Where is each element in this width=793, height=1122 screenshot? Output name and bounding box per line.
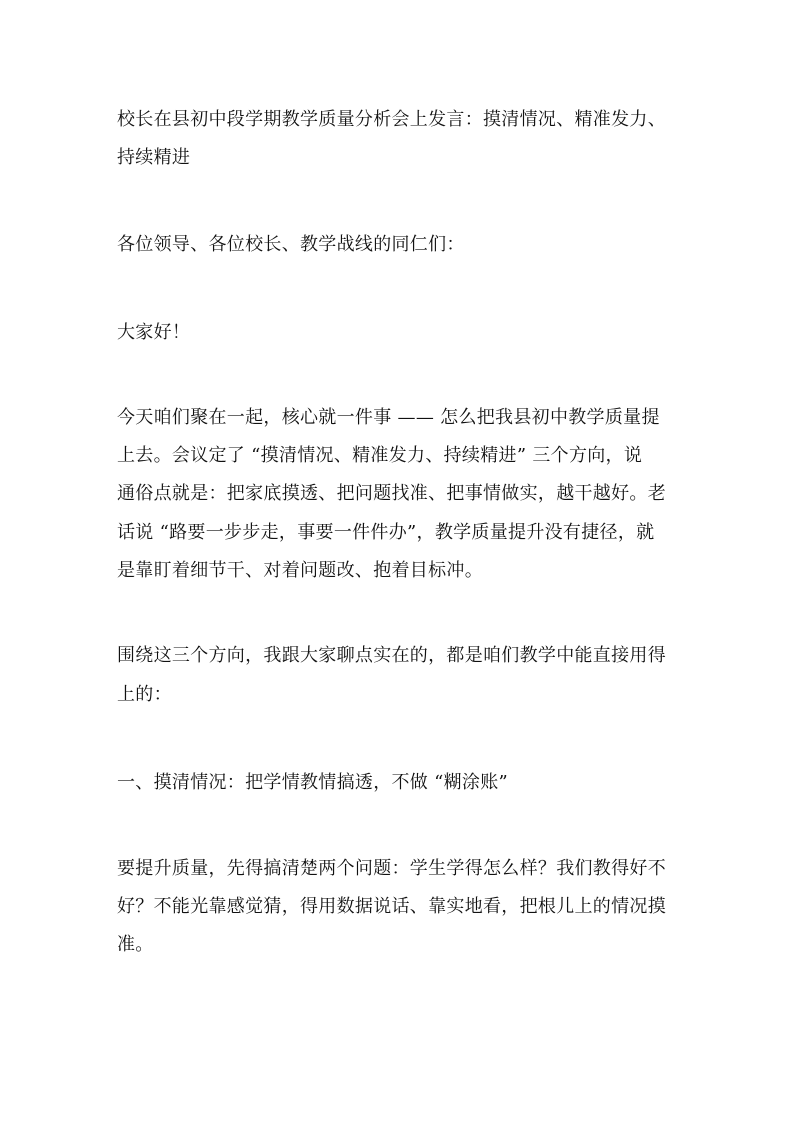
paragraph-2-line: 围绕这三个方向，我跟大家聊点实在的，都是咱们教学中能直接用得: [117, 645, 666, 666]
paragraph-1-line: 上去。会议定了 “摸清情况、精准发力、持续精进” 三个方向，说: [117, 445, 643, 466]
paragraph-1-line: 今天咱们聚在一起，核心就一件事 —— 怎么把我县初中教学质量提: [117, 407, 660, 428]
title-line-1: 校长在县初中段学期教学质量分析会上发言：摸清情况、精准发力、: [117, 109, 666, 130]
paragraph-1-line: 是靠盯着细节干、对着问题改、抱着目标冲。: [117, 560, 483, 581]
section-1-heading: 一、摸清情况：把学情教情搞透，不做 “糊涂账”: [117, 772, 509, 793]
paragraph-3-line: 准。: [117, 934, 154, 955]
greeting: 大家好！: [117, 322, 191, 343]
paragraph-1-line: 通俗点就是：把家底摸透、把问题找准、把事情做实，越干越好。老: [117, 483, 666, 504]
paragraph-3-line: 要提升质量，先得搞清楚两个问题：学生学得怎么样？我们教得好不: [117, 858, 666, 879]
paragraph-3-line: 好？不能光靠感觉猜，得用数据说话、靠实地看，把根儿上的情况摸: [117, 896, 666, 917]
paragraph-2-line: 上的：: [117, 684, 172, 705]
title-line-2: 持续精进: [117, 147, 191, 168]
paragraph-1-line: 话说 “路要一步步走，事要一件件办”，教学质量提升没有捷径，就: [117, 522, 655, 543]
salutation: 各位领导、各位校长、教学战线的同仁们：: [117, 234, 465, 255]
